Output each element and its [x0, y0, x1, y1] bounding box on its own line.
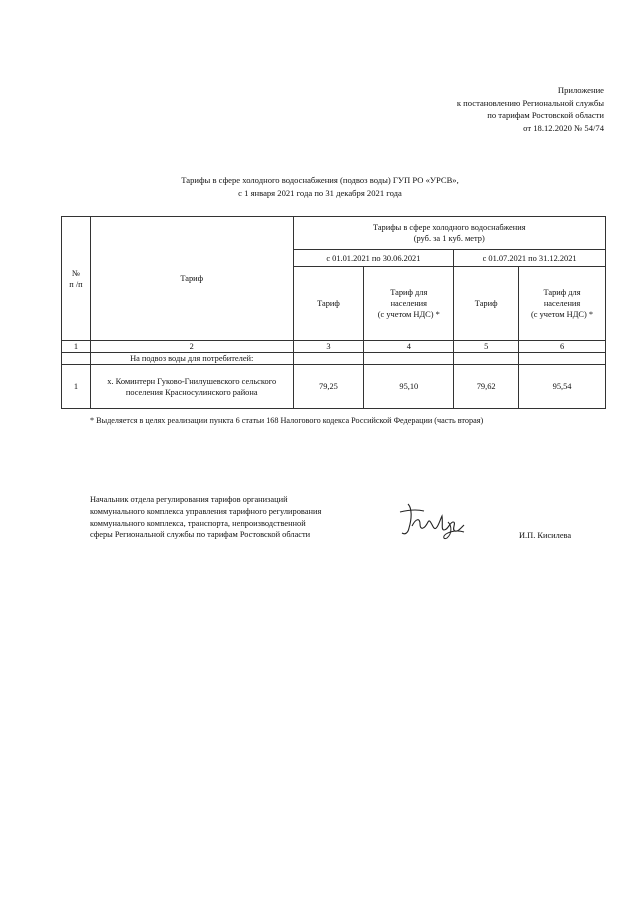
row-num: 1 [62, 365, 91, 409]
col-number: 1 [62, 341, 91, 353]
appendix-header [364, 84, 604, 134]
appendix-line: по тарифам Ростовской области [487, 110, 604, 121]
section-cell-empty [293, 353, 364, 365]
header-group: Тарифы в сфере холодного водоснабжения (руб. за 1 куб. метр) [293, 217, 605, 250]
appendix-line: от 18.12.2020 № 54/74 [523, 122, 604, 133]
header-sub-tariff-vat: Тариф для населения (с учетом НДС) * [364, 267, 454, 341]
row-value: 95,10 [364, 365, 454, 409]
row-value: 79,62 [454, 365, 519, 409]
section-cell-empty [454, 353, 519, 365]
appendix-line: Приложение [557, 85, 604, 95]
signer-position [90, 494, 390, 541]
title-line-1: Тарифы в сфере холодного водоснабжения (подвоз воды) ГУП РО «УРСВ», [181, 175, 459, 185]
document-title [0, 174, 640, 199]
signer-position-line: коммунального комплекса, транспорта, непроизводственной [90, 518, 306, 528]
col-number: 2 [90, 341, 293, 353]
header-sub-tariff: Тариф [293, 267, 364, 341]
header-sub-tariff-vat: Тариф для населения (с учетом НДС) * [519, 267, 606, 341]
section-label: На подвоз воды для потребителей: [90, 353, 293, 365]
col-number: 6 [519, 341, 606, 353]
tariffs-table [61, 216, 606, 409]
signer-position-line: сферы Региональной службы по тарифам Ростовской области [90, 530, 311, 540]
header-tariff: Тариф [90, 217, 293, 341]
signer-name: И.П. Кисилева [519, 531, 572, 540]
header-period-1: с 01.01.2021 по 30.06.2021 [293, 250, 454, 267]
signer-position-line: Начальник отдела регулирования тарифов организаций [90, 495, 288, 504]
table-row [62, 365, 606, 409]
handwritten-signature [398, 500, 470, 540]
appendix-line: к постановлению Региональной службы [456, 97, 604, 108]
row-value: 79,25 [293, 365, 364, 409]
section-cell-empty [364, 353, 454, 365]
col-number: 3 [293, 341, 364, 353]
header-sub-tariff: Тариф [454, 267, 519, 341]
section-cell-empty [519, 353, 606, 365]
row-value: 95,54 [519, 365, 606, 409]
col-number: 5 [454, 341, 519, 353]
title-line-2: с 1 января 2021 года по 31 декабря 2021 года [238, 187, 402, 198]
col-number: 4 [364, 341, 454, 353]
section-cell-empty [62, 353, 91, 365]
header-period-2: с 01.07.2021 по 31.12.2021 [454, 250, 606, 267]
signer-position-line: коммунального комплекса управления тарифного регулирования [90, 506, 322, 516]
footnote: * Выделяется в целях реализации пункта 6 статьи 168 Налогового кодекса Российской Федерации (часть вторая) [90, 416, 484, 425]
row-name: х. Коминтерн Гуково-Гнилушевского сельского поселения Красносулинского района [90, 365, 293, 409]
header-num: № п /п [62, 217, 91, 341]
